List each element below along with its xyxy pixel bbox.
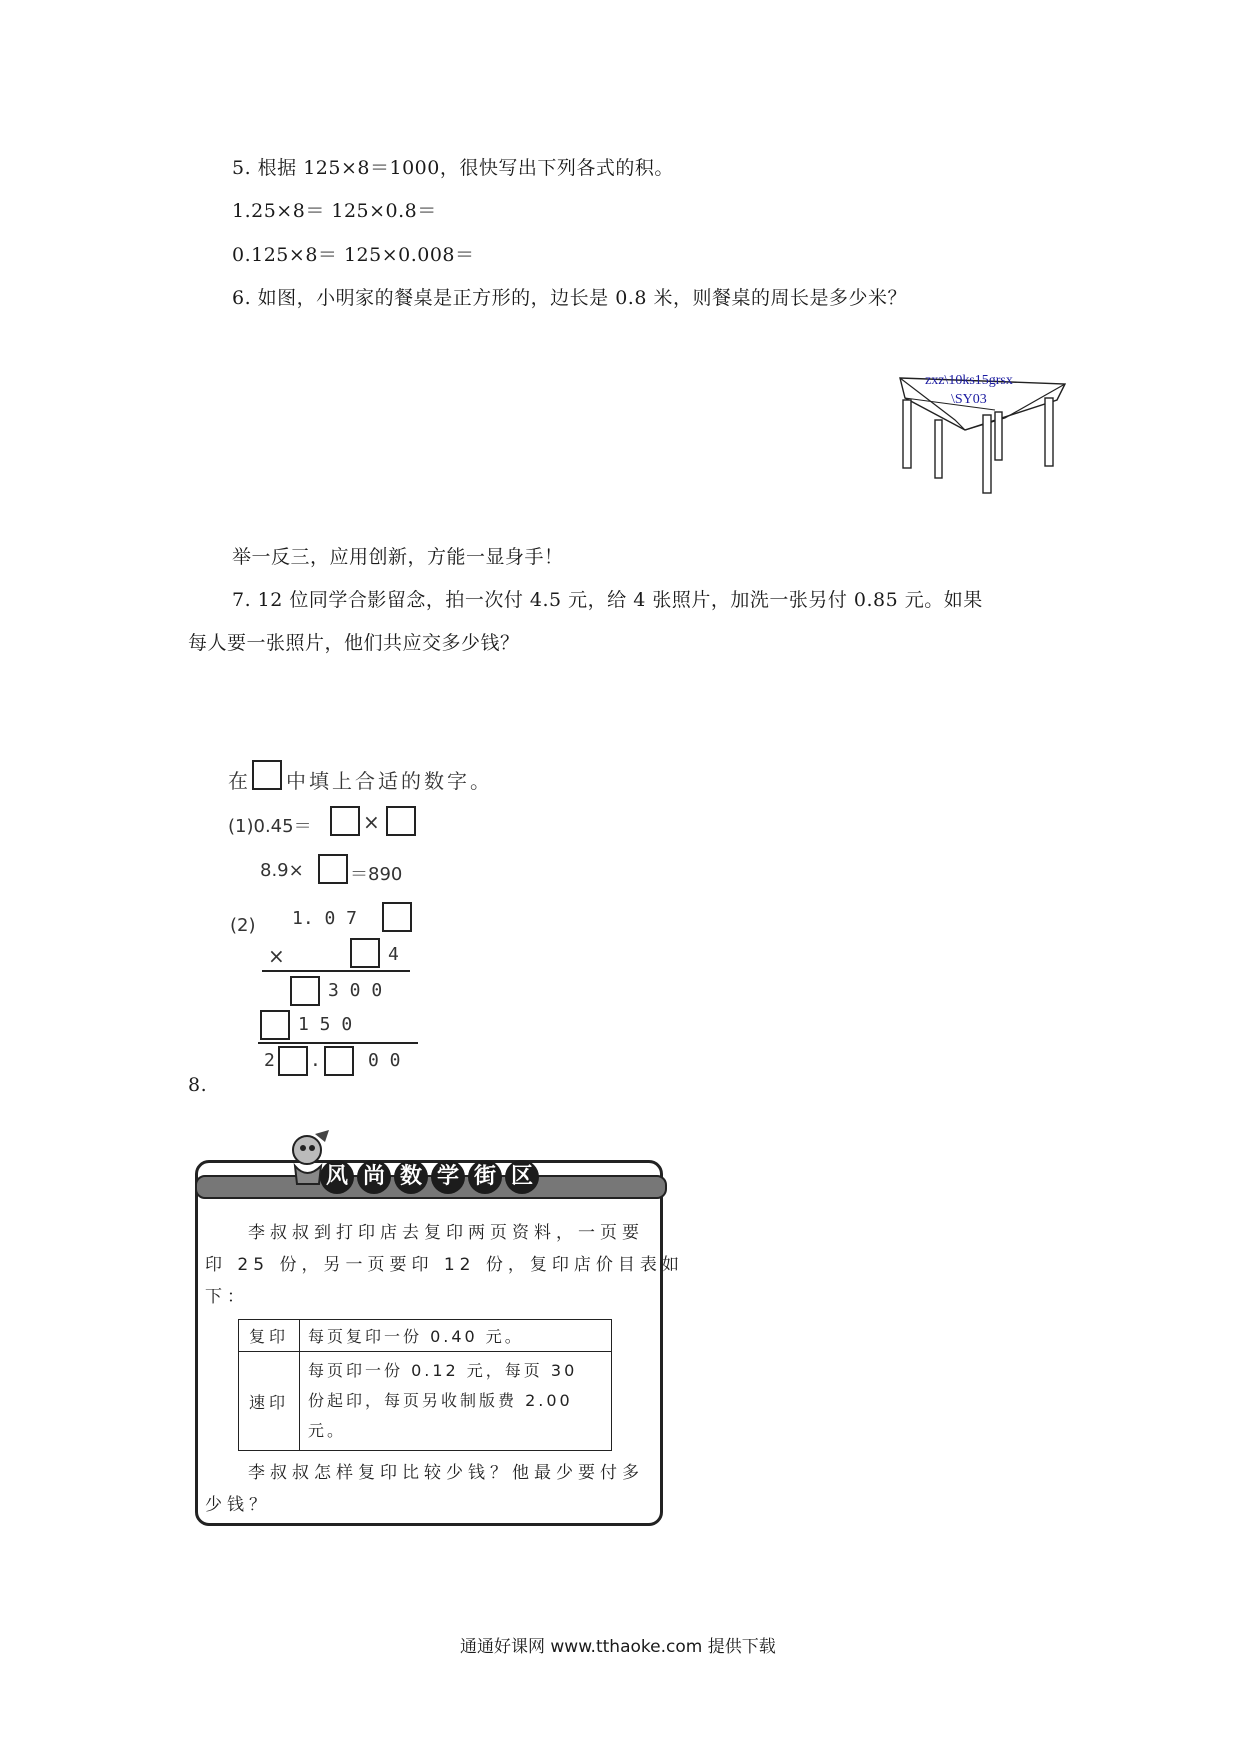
q8-p2-r3-tail: 0 0	[368, 1050, 401, 1071]
q8-instr-post: 中填上合适的数字。	[286, 769, 493, 793]
q8-p2-times: ×	[268, 944, 285, 968]
banner-title-char: 区	[505, 1160, 539, 1194]
calc-rule	[262, 970, 410, 972]
q8-p2-label: (2)	[230, 915, 256, 936]
q5-row2: 0.125×8＝ 125×0.008＝	[232, 244, 475, 266]
blank-box[interactable]	[330, 806, 360, 836]
figure-label-2: \SY03	[951, 392, 987, 407]
section-heading: 举一反三，应用创新，方能一显身手！	[232, 546, 564, 568]
price-table	[238, 1319, 612, 1451]
blank-box[interactable]	[252, 760, 282, 790]
q7-line1: 7. 12 位同学合影留念，拍一次付 4.5 元，给 4 张照片，加洗一张另付 0.85 元。如果	[232, 589, 983, 611]
q5-prompt: 5. 根据 125×8＝1000，很快写出下列各式的积。	[232, 157, 674, 179]
street-paragraph-3: 下：	[205, 1287, 249, 1307]
banner-title-char: 风	[320, 1160, 354, 1194]
blank-box[interactable]	[290, 976, 320, 1006]
blank-box[interactable]	[386, 806, 416, 836]
q8-p1-label: (1)0.45＝	[228, 816, 312, 837]
price-row	[239, 1320, 612, 1352]
street-paragraph-1: 李叔叔到打印店去复印两页资料，一页要	[248, 1223, 644, 1243]
q6-prompt: 6. 如图，小明家的餐桌是正方形的，边长是 0.8 米，则餐桌的周长是多少米？	[232, 287, 907, 309]
price-row-body: 每页复印一份 0.40 元。	[300, 1320, 612, 1352]
q8-p2-four: 4	[388, 944, 399, 965]
banner-title-char: 学	[431, 1160, 465, 1194]
banner-title-char: 数	[394, 1160, 428, 1194]
blank-box[interactable]	[278, 1046, 308, 1076]
figure-label-1: zxz\10ks15grsx	[925, 373, 1013, 388]
blank-box[interactable]	[350, 938, 380, 968]
q8-p2-r1: 3 0 0	[328, 980, 383, 1001]
calc-rule	[258, 1042, 418, 1044]
q8-p2-top: 1. 0 7	[292, 908, 358, 929]
price-row-head: 速印	[239, 1352, 300, 1451]
price-row	[239, 1352, 612, 1451]
blank-box[interactable]	[382, 902, 412, 932]
q8-p1-times: ×	[363, 810, 380, 834]
q5-row1: 1.25×8＝ 125×0.8＝	[232, 200, 437, 222]
q8-instr-pre: 在	[228, 769, 248, 793]
q8-number: 8.	[188, 1074, 208, 1096]
table-figure	[895, 370, 1075, 495]
page-footer: 通通好课网 www.tthaoke.com 提供下载	[460, 1637, 776, 1657]
q8-p1b-pre: 8.9×	[260, 860, 304, 881]
banner-title-char: 尚	[357, 1160, 391, 1194]
street-question-1: 李叔叔怎样复印比较少钱？他最少要付多	[248, 1463, 644, 1483]
q7-line2: 每人要一张照片，他们共应交多少钱？	[188, 632, 520, 654]
banner-title-char: 街	[468, 1160, 502, 1194]
blank-box[interactable]	[324, 1046, 354, 1076]
q8-p2-r2: 1 5 0	[298, 1014, 353, 1035]
q8-p2-r3-dot: .	[310, 1050, 321, 1071]
q8-p1b-post: ＝890	[350, 864, 403, 885]
blank-box[interactable]	[260, 1010, 290, 1040]
street-question-2: 少钱？	[205, 1495, 271, 1515]
blank-box[interactable]	[318, 854, 348, 884]
street-paragraph-2: 印 25 份，另一页要印 12 份，复印店价目表如	[205, 1255, 684, 1275]
price-row-head: 复印	[239, 1320, 300, 1352]
price-row-body: 每页印一份 0.12 元，每页 30 份起印，每页另收制版费 2.00 元。	[300, 1352, 612, 1451]
q8-p2-r3-lead: 2	[264, 1050, 275, 1071]
